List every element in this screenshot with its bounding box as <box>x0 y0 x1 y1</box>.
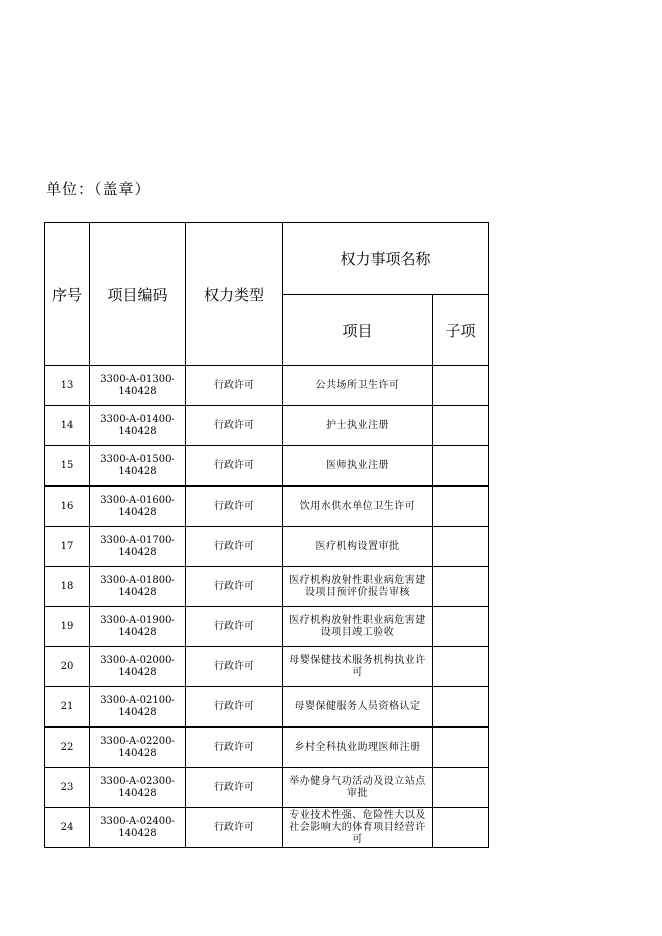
cell-seq: 14 <box>45 406 90 446</box>
cell-item-name: 专业技术性强、危险性大以及社会影响大的体育项目经营许可 <box>283 808 433 848</box>
cell-type: 行政许可 <box>186 567 283 607</box>
table-row <box>45 768 489 808</box>
table-row <box>45 486 489 527</box>
cell-code: 3300-A-01900-140428 <box>90 607 186 647</box>
table-row <box>45 527 489 567</box>
cell-item-name: 举办健身气功活动及设立站点审批 <box>283 768 433 808</box>
table-row <box>45 567 489 607</box>
cell-code: 3300-A-02100-140428 <box>90 687 186 728</box>
col-header-subitem: 子项 <box>433 295 489 366</box>
cell-subitem <box>433 647 489 687</box>
cell-seq: 20 <box>45 647 90 687</box>
cell-item-name: 医疗机构放射性职业病危害建设项目预评价报告审核 <box>283 567 433 607</box>
power-items-table <box>44 222 489 848</box>
cell-type: 行政许可 <box>186 647 283 687</box>
cell-code: 3300-A-01300-140428 <box>90 366 186 406</box>
cell-seq: 16 <box>45 486 90 527</box>
cell-subitem <box>433 486 489 527</box>
cell-code: 3300-A-02200-140428 <box>90 727 186 768</box>
table-row <box>45 647 489 687</box>
col-header-type: 权力类型 <box>186 223 283 366</box>
cell-subitem <box>433 567 489 607</box>
cell-type: 行政许可 <box>186 727 283 768</box>
col-header-seq: 序号 <box>45 223 90 366</box>
col-header-name-group: 权力事项名称 <box>283 223 489 295</box>
cell-code: 3300-A-01800-140428 <box>90 567 186 607</box>
cell-type: 行政许可 <box>186 446 283 487</box>
cell-item-name: 医疗机构放射性职业病危害建设项目竣工验收 <box>283 607 433 647</box>
table-row <box>45 727 489 768</box>
cell-subitem <box>433 607 489 647</box>
table-row <box>45 607 489 647</box>
cell-subitem <box>433 727 489 768</box>
cell-seq: 22 <box>45 727 90 768</box>
cell-type: 行政许可 <box>186 687 283 728</box>
cell-item-name: 医疗机构设置审批 <box>283 527 433 567</box>
cell-item-name: 护士执业注册 <box>283 406 433 446</box>
cell-subitem <box>433 768 489 808</box>
cell-code: 3300-A-01600-140428 <box>90 486 186 527</box>
cell-subitem <box>433 446 489 487</box>
cell-item-name: 饮用水供水单位卫生许可 <box>283 486 433 527</box>
cell-seq: 24 <box>45 808 90 848</box>
cell-code: 3300-A-01500-140428 <box>90 446 186 487</box>
cell-type: 行政许可 <box>186 607 283 647</box>
cell-code: 3300-A-01700-140428 <box>90 527 186 567</box>
cell-seq: 18 <box>45 567 90 607</box>
table-row <box>45 406 489 446</box>
cell-seq: 17 <box>45 527 90 567</box>
cell-type: 行政许可 <box>186 406 283 446</box>
cell-seq: 13 <box>45 366 90 406</box>
cell-type: 行政许可 <box>186 366 283 406</box>
cell-seq: 21 <box>45 687 90 728</box>
table-row <box>45 446 489 487</box>
table-row <box>45 808 489 848</box>
cell-item-name: 医师执业注册 <box>283 446 433 487</box>
cell-item-name: 母婴保健服务人员资格认定 <box>283 687 433 728</box>
cell-code: 3300-A-02400-140428 <box>90 808 186 848</box>
col-header-code: 项目编码 <box>90 223 186 366</box>
cell-item-name: 公共场所卫生许可 <box>283 366 433 406</box>
cell-subitem <box>433 687 489 728</box>
cell-code: 3300-A-01400-140428 <box>90 406 186 446</box>
table-row <box>45 366 489 406</box>
cell-code: 3300-A-02000-140428 <box>90 647 186 687</box>
cell-type: 行政许可 <box>186 808 283 848</box>
cell-code: 3300-A-02300-140428 <box>90 768 186 808</box>
unit-seal-label: 单位：（盖章） <box>46 180 151 198</box>
cell-subitem <box>433 808 489 848</box>
table-row <box>45 687 489 728</box>
col-header-item: 项目 <box>283 295 433 366</box>
cell-subitem <box>433 406 489 446</box>
cell-seq: 23 <box>45 768 90 808</box>
cell-seq: 19 <box>45 607 90 647</box>
cell-subitem <box>433 366 489 406</box>
cell-type: 行政许可 <box>186 527 283 567</box>
cell-seq: 15 <box>45 446 90 487</box>
cell-item-name: 母婴保健技术服务机构执业许可 <box>283 647 433 687</box>
cell-type: 行政许可 <box>186 486 283 527</box>
cell-item-name: 乡村全科执业助理医师注册 <box>283 727 433 768</box>
cell-type: 行政许可 <box>186 768 283 808</box>
cell-subitem <box>433 527 489 567</box>
